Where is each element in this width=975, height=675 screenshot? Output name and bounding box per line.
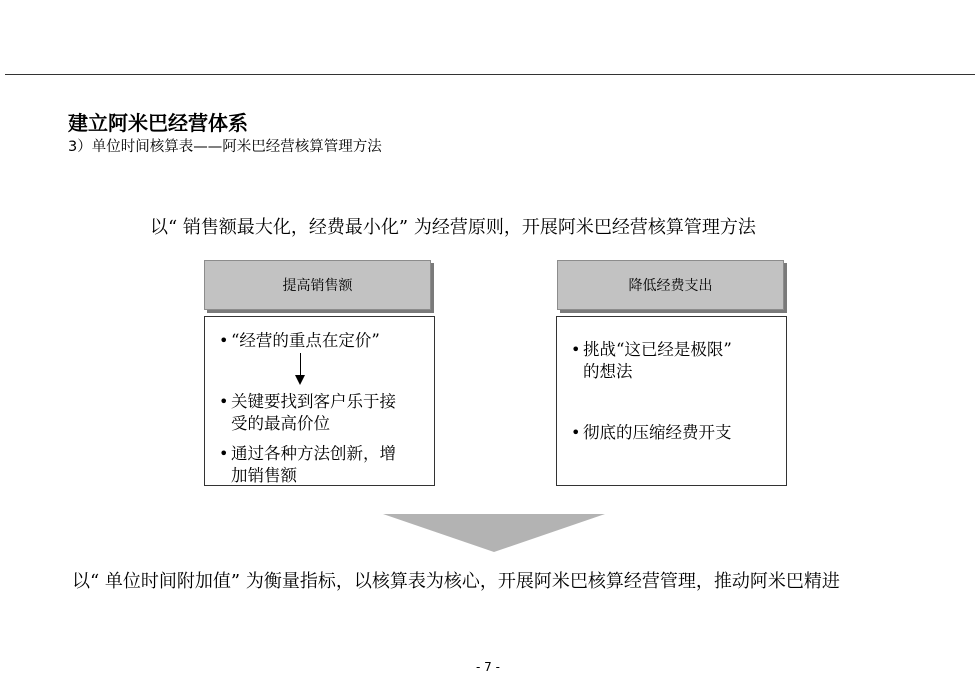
top-divider xyxy=(5,74,975,75)
increase-sales-header-label: 提高销售额 xyxy=(282,278,353,294)
bullet-icon: • xyxy=(219,444,229,463)
list-item xyxy=(219,391,396,435)
slide-title: 建立阿米巴经营体系 xyxy=(68,111,248,135)
list-item xyxy=(571,339,732,383)
page-number: - 7 - xyxy=(476,660,500,674)
list-item xyxy=(571,422,732,444)
slide-subtitle: 3）单位时间核算表——阿米巴经营核算管理方法 xyxy=(68,139,382,155)
list-item xyxy=(219,443,396,487)
bullet-text-line: 通过各种方法创新，增 xyxy=(231,444,396,463)
down-triangle-arrow-icon xyxy=(383,514,605,552)
bullet-icon: • xyxy=(571,340,581,359)
bullet-text-line: 彻底的压缩经费开支 xyxy=(583,423,732,442)
increase-sales-box xyxy=(204,316,435,486)
principle-statement: 以“ 销售额最大化，经费最小化” 为经营原则，开展阿米巴经营核算管理方法 xyxy=(150,217,756,238)
bullet-icon: • xyxy=(571,423,581,442)
bullet-text-line: 受的最高价位 xyxy=(231,414,330,433)
bullet-text-line: “经营的重点在定价” xyxy=(231,331,380,350)
bullet-text-line: 加销售额 xyxy=(231,466,297,485)
arrow-down-icon xyxy=(300,353,301,383)
bullet-text-line: 关键要找到客户乐于接 xyxy=(231,392,396,411)
reduce-expenses-box xyxy=(556,316,787,486)
list-item xyxy=(219,330,380,352)
bullet-text-line: 的想法 xyxy=(583,362,633,381)
bullet-text-line: 挑战“这已经是极限” xyxy=(583,340,732,359)
reduce-expenses-header xyxy=(557,260,784,310)
bullet-icon: • xyxy=(219,392,229,411)
conclusion-statement: 以“ 单位时间附加值” 为衡量指标，以核算表为核心，开展阿米巴核算经营管理，推动阿米巴精进 xyxy=(72,571,840,592)
increase-sales-header xyxy=(204,260,431,310)
bullet-icon: • xyxy=(219,331,229,350)
reduce-expenses-header-label: 降低经费支出 xyxy=(628,278,713,294)
